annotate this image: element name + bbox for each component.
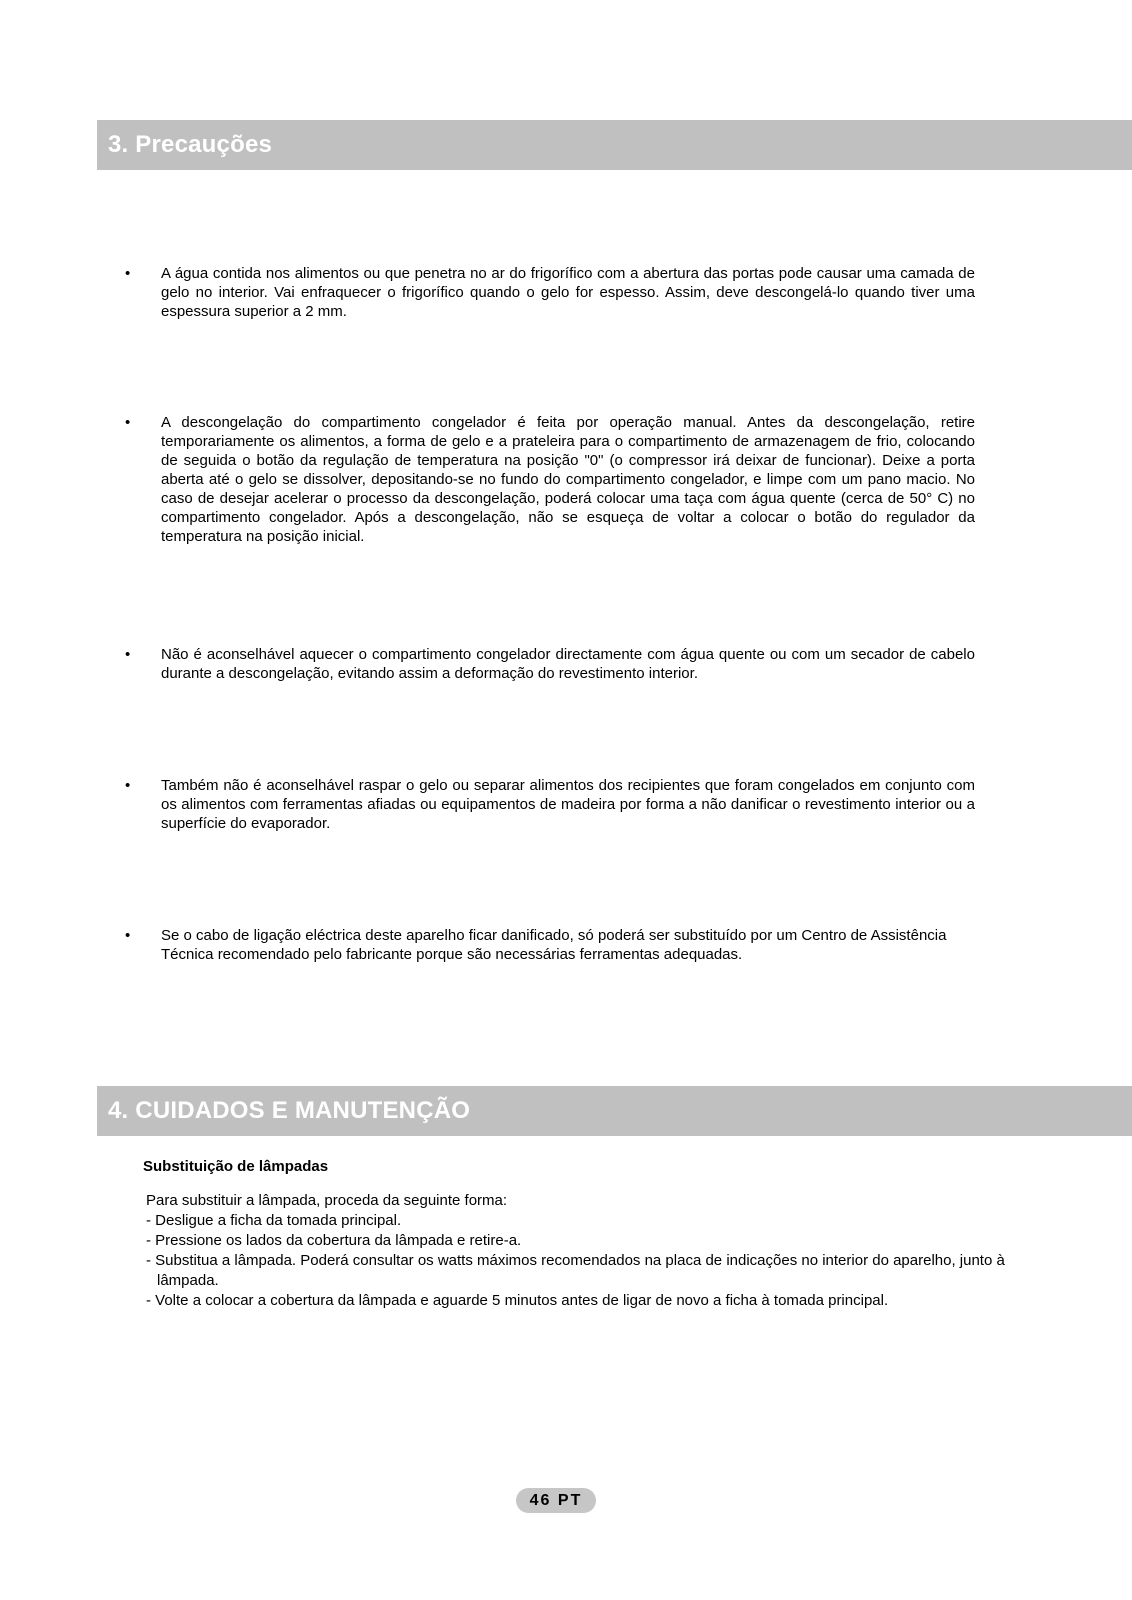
step-item: - Substitua a lâmpada. Poderá consultar os watts máximos recomendados na placa de indicações no interior do aparelho, junto à lâmpada. (146, 1252, 1005, 1289)
bullet-dot: • (125, 414, 131, 431)
bullet-dot: • (125, 265, 131, 282)
step-item: - Volte a colocar a cobertura da lâmpada e aguarde 5 minutos antes de ligar de novo a ficha à tomada principal. (146, 1292, 889, 1309)
list-item (125, 926, 975, 964)
lamp-replacement-steps (146, 1191, 1006, 1311)
list-item (125, 645, 975, 683)
page-number: 46 PT (516, 1488, 596, 1513)
step-item: - Pressione os lados da cobertura da lâmpada e retire-a. (146, 1232, 522, 1249)
section-header-care-maintenance (97, 1086, 1132, 1136)
list-item (125, 413, 975, 546)
step-item: - Desligue a ficha da tomada principal. (146, 1212, 402, 1229)
bullet-text: Se o cabo de ligação eléctrica deste aparelho ficar danificado, só poderá ser substituído por um Centro de Assistência Técnica recomendado pelo fabricante porque são necessárias ferramentas adequadas. (161, 927, 947, 963)
section-header-precautions (97, 120, 1132, 170)
list-item (125, 776, 975, 833)
bullet-text: Também não é aconselhável raspar o gelo ou separar alimentos dos recipientes que foram congelados em conjunto com os alimentos com ferramentas afiadas ou equipamentos de madeira por forma a não danificar o revestimento interior ou a superfície do evaporador. (161, 777, 975, 832)
bullet-dot: • (125, 927, 131, 944)
steps-intro: Para substituir a lâmpada, proceda da seguinte forma: (146, 1192, 508, 1209)
subheading-lamp-replacement: Substituição de lâmpadas (143, 1158, 329, 1175)
bullet-text: Não é aconselhável aquecer o compartimento congelador directamente com água quente ou com um secador de cabelo durante a descongelação, evitando assim a deformação do revestimento interior. (161, 646, 975, 682)
bullet-dot: • (125, 646, 131, 663)
list-item (125, 264, 975, 321)
section-title: 4. CUIDADOS E MANUTENÇÃO (108, 1097, 471, 1124)
section-title: 3. Precauções (108, 131, 273, 158)
bullet-dot: • (125, 777, 131, 794)
bullet-text: A água contida nos alimentos ou que penetra no ar do frigorífico com a abertura das portas pode causar uma camada de gelo no interior. Vai enfraquecer o frigorífico quando o gelo for espesso. Assim, deve descongelá-lo quando tiver uma espessura superior a 2 mm. (161, 265, 975, 320)
bullet-text: A descongelação do compartimento congelador é feita por operação manual. Antes da descongelação, retire temporariamente os alimentos, a forma de gelo e a prateleira para o compartimento de armazenagem de frio, colocando de seguida o botão da regulação de temperatura na posição "0" (o compressor irá deixar de funcionar). Deixe a porta aberta até o gelo se dissolver, depositando-se no fundo do compartimento congelador, e limpe com um pano macio. No caso de desejar acelerar o processo da descongelação, poderá colocar uma taça com água quente (cerca de 50° C) no compartimento congelador. Após a descongelação, não se esqueça de voltar a colocar o botão do regulador da temperatura na posição inicial. (161, 414, 975, 545)
